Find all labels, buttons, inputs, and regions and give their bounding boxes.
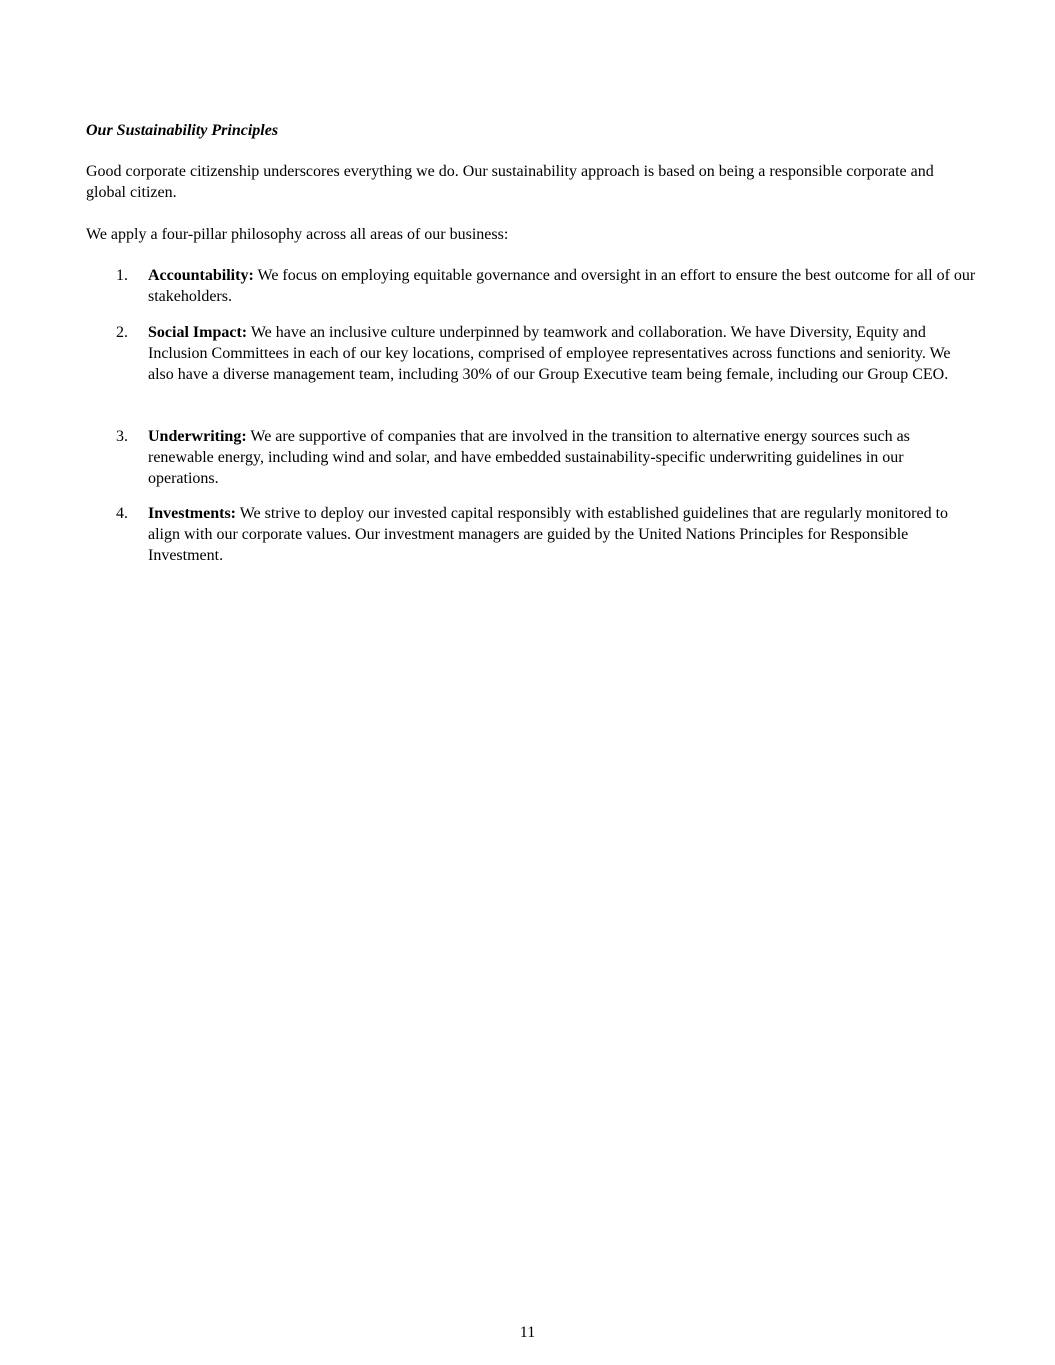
pillar-text: We have an inclusive culture underpinned by teamwork and collaboration. We have Diversity, Equity and Inclusion Committees in each of our key locations, comprised of employee representatives across functions and seniority. We also have a diverse management team, including 30% of our Group Executive team being female, including our Group CEO. — [148, 324, 951, 383]
pillar-number: 2. — [116, 324, 128, 341]
pillar-label: Underwriting: — [148, 428, 247, 445]
page-number: 11 — [519, 1324, 536, 1341]
pillar-body — [148, 426, 976, 489]
lead-paragraph: We apply a four-pillar philosophy across all areas of our business: — [86, 226, 509, 243]
pillar-text: We focus on employing equitable governance and oversight in an effort to ensure the best outcome for all of our stakeholders. — [148, 267, 976, 305]
pillar-label: Investments: — [148, 505, 236, 522]
pillar-text: We strive to deploy our invested capital responsibly with established guidelines that are regularly monitored to align with our corporate values. Our investment managers are guided by the United Nations Principles for Responsible Investment. — [148, 505, 949, 564]
pillar-body — [148, 265, 976, 307]
intro-paragraph: Good corporate citizenship underscores everything we do. Our sustainability approach is based on being a responsible corporate and global citizen. — [86, 163, 934, 201]
section-heading: Our Sustainability Principles — [86, 122, 279, 139]
pillar-text: We are supportive of companies that are involved in the transition to alternative energy sources such as renewable energy, including wind and solar, and have embedded sustainability-specific underwriting guidelines in our operations. — [148, 428, 910, 487]
pillar-label: Social Impact: — [148, 324, 248, 341]
pillar-label: Accountability: — [148, 267, 254, 284]
pillar-number: 3. — [116, 428, 128, 445]
pillar-body — [148, 322, 976, 385]
pillar-body — [148, 503, 976, 566]
pillar-number: 4. — [116, 505, 128, 522]
pillar-number: 1. — [116, 267, 128, 284]
